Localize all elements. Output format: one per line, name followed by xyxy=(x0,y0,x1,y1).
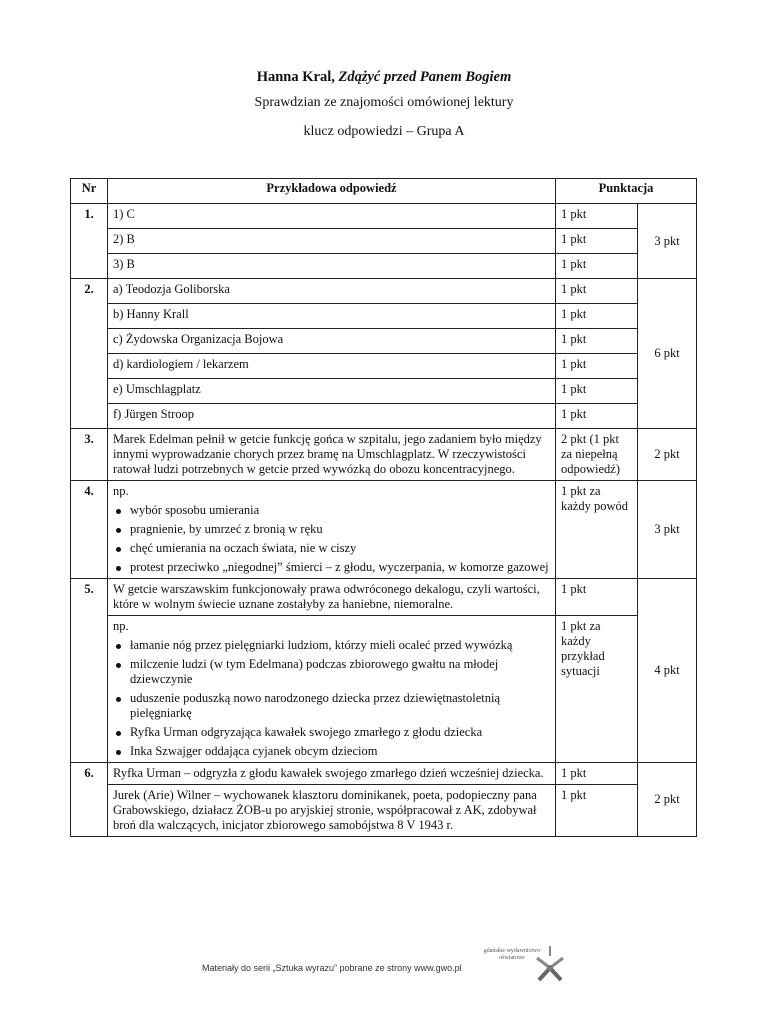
answer-intro: np. xyxy=(113,484,129,498)
answer-cell: Marek Edelman pełnił w getcie funkcję gońca w szpitalu, jego zadaniem było między innymi wyprowadzanie chorych przez bramę na Umschlagplatz. W rzeczywistości ratował ludzi potrzebnych w getcie przed wywózką do obozu koncentracyjnego. xyxy=(108,429,556,481)
table-row xyxy=(71,785,697,837)
question-number: 3. xyxy=(71,429,108,481)
document-subtitle: Sprawdzian ze znajomości omówionej lektury xyxy=(254,95,514,110)
points-cell: 1 pkt xyxy=(556,379,638,404)
footer-note: Materiały do serii „Sztuka wyrazu” pobrane ze strony www.gwo.pl xyxy=(202,963,462,973)
question-number: 2. xyxy=(71,279,108,429)
table-row xyxy=(71,481,697,579)
header-points: Punktacja xyxy=(556,179,697,204)
table-row xyxy=(71,329,697,354)
points-cell: 1 pkt za każdy powód xyxy=(556,481,638,579)
table-row xyxy=(71,279,697,304)
answer-cell: b) Hanny Krall xyxy=(108,304,556,329)
answer-bullet-list xyxy=(113,503,550,575)
question-number: 5. xyxy=(71,579,108,763)
document-title xyxy=(0,69,768,86)
answer-key-label: klucz odpowiedzi – Grupa A xyxy=(303,124,465,139)
question-number: 6. xyxy=(71,763,108,837)
answer-cell: a) Teodozja Goliborska xyxy=(108,279,556,304)
list-item: milczenie ludzi (w tym Edelmana) podczas zbiorowego gwałtu na młodej dziewczynie xyxy=(130,657,550,687)
header-answer: Przykładowa odpowiedź xyxy=(108,179,556,204)
answer-cell: Jurek (Arie) Wilner – wychowanek klasztoru dominikanek, poeta, podopieczny pana Grabowskiego, działacz ŻOB-u po aryjskiej stronie, współpracował z AK, zdobywał broń dla walczących, inicjator zbiorowego samobójstwa 8 V 1943 r. xyxy=(108,785,556,837)
answer-cell: e) Umschlagplatz xyxy=(108,379,556,404)
table-row xyxy=(71,204,697,229)
list-item: chęć umierania na oczach świata, nie w ciszy xyxy=(130,541,550,556)
total-points-cell: 2 pkt xyxy=(638,763,697,837)
table-row xyxy=(71,354,697,379)
total-points-cell: 3 pkt xyxy=(638,481,697,579)
list-item: Ryfka Urman odgryzająca kawałek swojego zmarłego z głodu dziecka xyxy=(130,725,550,740)
list-item: wybór sposobu umierania xyxy=(130,503,550,518)
question-number: 4. xyxy=(71,481,108,579)
gwo-logo-icon xyxy=(533,944,567,982)
points-cell: 1 pkt za każdy przykład sytuacji xyxy=(556,616,638,763)
table-row xyxy=(71,229,697,254)
points-cell: 1 pkt xyxy=(556,354,638,379)
table-row xyxy=(71,579,697,616)
list-item: Inka Szwajger oddająca cyjanek obcym dzieciom xyxy=(130,744,550,759)
list-item: pragnienie, by umrzeć z bronią w ręku xyxy=(130,522,550,537)
answer-key-table xyxy=(70,178,697,837)
list-item: protest przeciwko „niegodnej” śmierci – z głodu, wyczerpania, w komorze gazowej xyxy=(130,560,549,574)
points-cell: 1 pkt xyxy=(556,579,638,616)
answer-bullet-list xyxy=(113,638,550,759)
publisher-logo-text: gdańskie wydawnictwo oświatowe xyxy=(483,948,541,961)
answer-cell xyxy=(108,481,556,579)
points-cell: 1 pkt xyxy=(556,404,638,429)
table-header-row xyxy=(71,179,697,204)
table-row xyxy=(71,379,697,404)
answer-cell: 3) B xyxy=(108,254,556,279)
points-cell: 1 pkt xyxy=(556,763,638,785)
question-number: 1. xyxy=(71,204,108,279)
points-cell: 1 pkt xyxy=(556,279,638,304)
list-item: uduszenie poduszką nowo narodzonego dziecka przez dziewiętnastoletnią pielęgniarkę xyxy=(130,691,550,721)
answer-cell: W getcie warszawskim funkcjonowały prawa odwróconego dekalogu, czyli wartości, które w wolnym świecie uznane zostałyby za haniebne, niemoralne. xyxy=(108,579,556,616)
book-title: Zdążyć przed Panem Bogiem xyxy=(338,69,512,85)
total-points-cell: 4 pkt xyxy=(638,579,697,763)
table-row xyxy=(71,763,697,785)
points-cell: 1 pkt xyxy=(556,229,638,254)
answer-intro: np. xyxy=(113,619,129,633)
answer-cell: c) Żydowska Organizacja Bojowa xyxy=(108,329,556,354)
answer-cell: Ryfka Urman – odgryzła z głodu kawałek swojego zmarłego dzień wcześniej dziecka. xyxy=(108,763,556,785)
points-cell: 1 pkt xyxy=(556,785,638,837)
answer-cell: 2) B xyxy=(108,229,556,254)
total-points-cell: 2 pkt xyxy=(638,429,697,481)
table-row xyxy=(71,616,697,763)
author-name: Hanna Kral, xyxy=(256,69,335,85)
answer-cell: d) kardiologiem / lekarzem xyxy=(108,354,556,379)
answer-cell: 1) C xyxy=(108,204,556,229)
total-points-cell: 6 pkt xyxy=(638,279,697,429)
points-cell: 1 pkt xyxy=(556,304,638,329)
points-cell: 1 pkt xyxy=(556,329,638,354)
total-points-cell: 3 pkt xyxy=(638,204,697,279)
list-item: łamanie nóg przez pielęgniarki ludziom, którzy mieli ocaleć przed wywózką xyxy=(130,638,550,653)
table-row xyxy=(71,254,697,279)
table-row xyxy=(71,404,697,429)
table-row xyxy=(71,304,697,329)
answer-cell xyxy=(108,616,556,763)
points-cell: 2 pkt (1 pkt za niepełną odpowiedź) xyxy=(556,429,638,481)
points-cell: 1 pkt xyxy=(556,254,638,279)
header-nr: Nr xyxy=(71,179,108,204)
points-cell: 1 pkt xyxy=(556,204,638,229)
answer-cell: f) Jürgen Stroop xyxy=(108,404,556,429)
table-row xyxy=(71,429,697,481)
